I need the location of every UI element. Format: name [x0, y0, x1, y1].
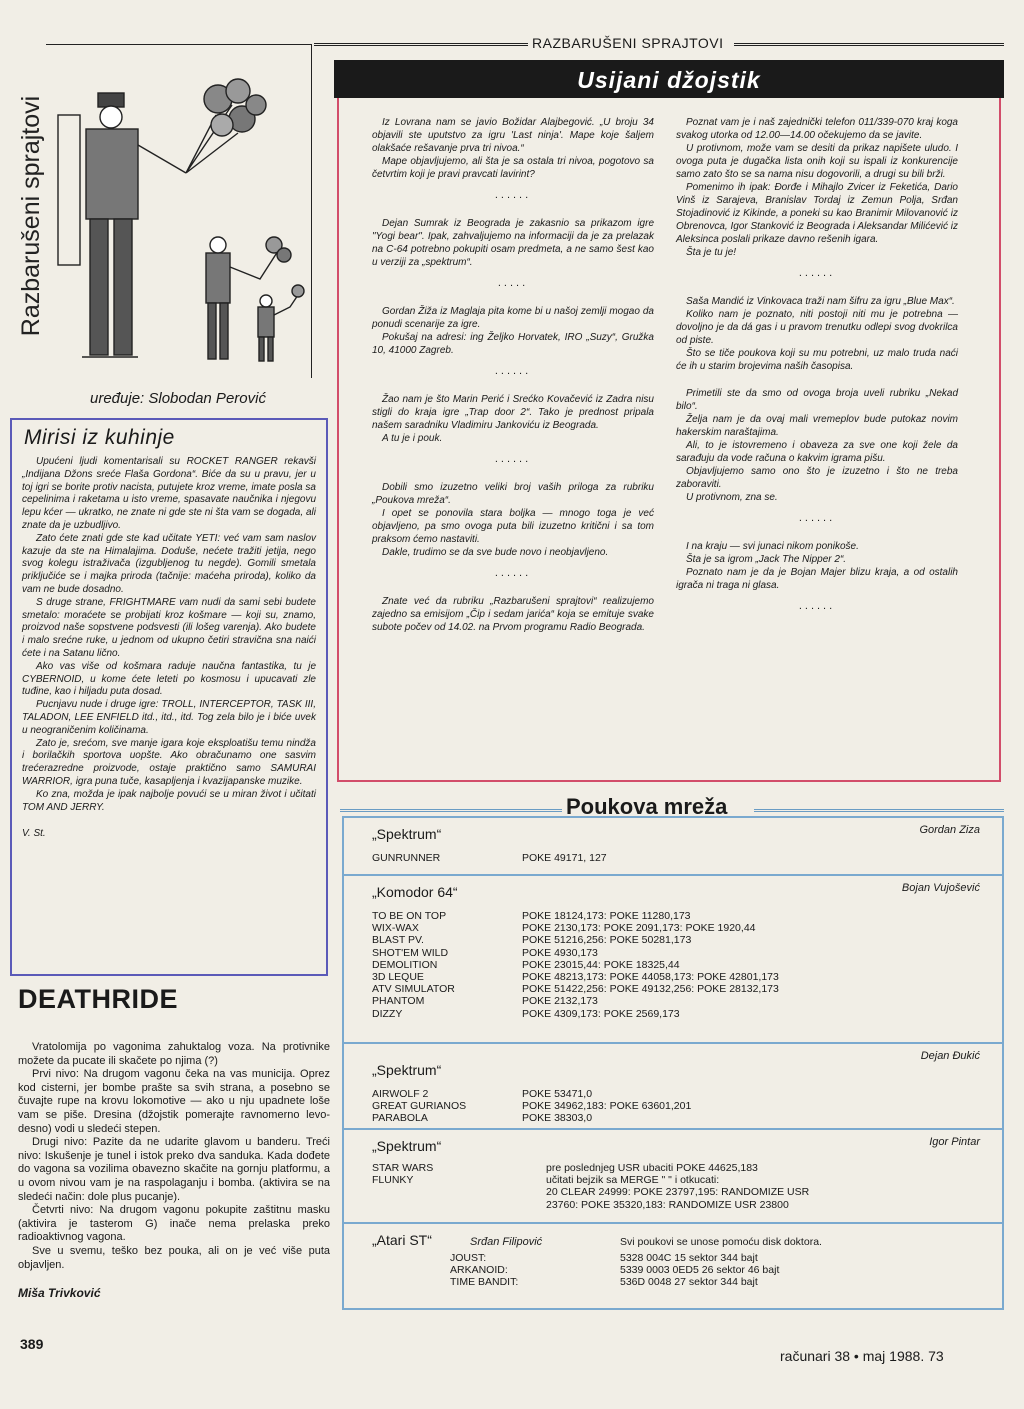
paragraph: Zato je, srećom, sve manje igara koje eksploatišu temu nindža i borilačkih sportova uopšte. Ako obračunamo one sasvim trećerazredne proizvode, ostaje praktično samo SAMURAI WARRIOR, igra puna tuče, kasapljenja i kvazijapanske muzike.	[22, 737, 316, 787]
letter-paragraph: Dakle, trudimo se da sve bude novo i neobjavljeno.	[382, 547, 609, 558]
letter-paragraph: Iz Lovrana nam se javio Božidar Alajbegović. „U broju 34 objavili ste uputstvo za igru 'Last ninja'. Mape koje šaljem olakšaće rešavanje prva tri nivoa.“	[372, 117, 654, 154]
system-name: „Spektrum“	[372, 1062, 442, 1078]
section-header-label: RAZBARUŠENI SPRAJTOVI	[528, 35, 728, 51]
system-name: „Spektrum“	[372, 826, 442, 842]
poukova-table	[342, 816, 1004, 1310]
game-name: 3D LEQUE	[372, 971, 424, 983]
game-name: GUNRUNNER	[372, 852, 441, 864]
article-title: Mirisi iz kuhinje	[24, 426, 175, 449]
letter-paragraph: Saša Mandić iz Vinkovaca traži nam šifru za igru „Blue Max“.	[686, 296, 955, 307]
paragraph: Ko zna, možda je ipak najbolje povući se u miran život i učitati TOM AND JERRY.	[22, 788, 316, 813]
letter-paragraph: Što se tiče poukova koji su mu potrebni, uz malo truda naći će ih u starim brojevima naših časopisa.	[676, 348, 958, 372]
letter-paragraph: Znate već da rubriku „Razbarušeni sprajtovi“ realizujemo zajedno sa emisijom „Čip i sedam jarića“ koja se emituje svake subote počev od 14.02. na Prvom programu Radio Beograda.	[372, 596, 654, 633]
letter-paragraph: U protivnom, zna se.	[686, 492, 778, 503]
poke-section	[344, 1044, 1002, 1130]
poke-code: 5339 0003 0ED5 26 sektor 46 bajt	[620, 1264, 780, 1277]
poke-code: 20 CLEAR 24999: POKE 23797,195: RANDOMIZE USR	[546, 1186, 810, 1199]
game-name: PHANTOM	[372, 995, 425, 1008]
game-name: STAR WARS	[372, 1162, 434, 1174]
letter-paragraph: Šta je sa igrom „Jack The Nipper 2“.	[686, 554, 847, 565]
poke-code: pre poslednjeg USR ubaciti POKE 44625,183	[546, 1162, 758, 1174]
contributor-name: Srđan Filipović	[470, 1236, 543, 1248]
poke-code: POKE 23015,44: POKE 18325,44	[522, 958, 680, 971]
poke-code: učitati bejzik sa MERGE " " i otkucati:	[546, 1174, 720, 1187]
page-footer: računari 38 • maj 1988. 73	[780, 1348, 944, 1364]
article-title: DEATHRIDE	[18, 984, 179, 1014]
poukova-title: Poukova mreža	[562, 794, 731, 820]
letter-paragraph: Gordan Žiža iz Maglaja pita kome bi u našoj zemlji mogao da ponudi scenarije za igre.	[372, 306, 654, 330]
contributor-name: Bojan Vujošević	[901, 882, 980, 894]
poke-code: POKE 2132,173	[522, 995, 598, 1008]
paragraph: Četvrti nivo: Na drugom vagonu pokupite zaštitnu masku (aktivira je tasterom G) inače nema prelaska preko radioaktivnog vagona.	[18, 1204, 330, 1244]
poke-code: POKE 2130,173: POKE 2091,173: POKE 1920,44	[522, 922, 756, 935]
section-header	[314, 34, 1004, 56]
letter-paragraph: Koliko nam je poznato, niti postoji niti mu je potrebna — dovoljno je da dá gas i u pravom trenutku odlepi svog dvokrilca od piste.	[676, 309, 958, 346]
poke-section	[344, 1130, 1002, 1224]
poke-code: POKE 18124,173: POKE 11280,173	[522, 910, 691, 922]
separator-dots: ......	[494, 365, 532, 377]
vertical-section-title: Razbarušeni sprajtovi	[17, 95, 45, 337]
game-name: TO BE ON TOP	[372, 910, 447, 922]
poke-code: 23760: POKE 35320,183: RANDOMIZE USR 23800	[546, 1198, 789, 1211]
poke-code: POKE 49171, 127	[522, 852, 607, 864]
separator-dots: .....	[497, 277, 529, 289]
illustration-balloon-man	[46, 44, 312, 378]
paragraph: S druge strane, FRIGHTMARE vam nudi da sami sebi budete smetalo: moraćete se probijati kroz košmare — koji su, znamo, proizvod naše sopstvene podsvesti (ili lošeg varenja). Ako budete i malo srećne ruke, u jednom od ukupno četiri stravična sna naići ćete i na Satanu lično.	[22, 596, 316, 659]
article-signature: V. St.	[22, 828, 46, 840]
clown-balloons-illustration	[46, 45, 310, 377]
letter-paragraph: Pokušaj na adresi: ing Željko Horvatek, IRO „Suzy“, Gružka 10, 41000 Zagreb.	[372, 332, 654, 356]
paragraph: Ako vas više od košmara raduje naučna fantastika, tu je CYBERNOID, u kome ćete leteti po kosmosu i upucavati zle tuđine, kao i hiljadu puta dosad.	[22, 660, 316, 698]
contributor-name: Gordan Ziza	[919, 824, 980, 836]
game-name: GREAT GURIANOS	[372, 1100, 467, 1113]
game-name: ATV SIMULATOR	[372, 983, 455, 996]
letter-paragraph: Ali, to je istovremeno i obaveza za sve one koji žele da sarađuju da vode računa o kakvim igrama pišu.	[676, 440, 958, 464]
poke-code: 5328 004C 15 sektor 344 bajt	[620, 1252, 758, 1264]
paragraph: Zato ćete znati gde ste kad učitate YETI: već vam sam naslov kazuje da ste na Himalajima. Doduše, nećete tražiti jetija, nego svog kolegu istraživača (izgubljenog tu negde). Gomili smetala priključiće se i majka priroda (tačnije: maćeha priroda), koliko da vam ne bude dosadno.	[22, 532, 316, 595]
letter-paragraph: Primetili ste da smo od ovoga broja uveli rubriku „Nekad bilo“.	[676, 388, 958, 412]
article-mirisi-iz-kuhinje	[10, 418, 328, 976]
letter-paragraph: Šta je tu je!	[686, 247, 737, 258]
page-number: 389	[20, 1336, 44, 1352]
separator-dots: ......	[494, 453, 532, 465]
game-name: ARKANOID:	[450, 1264, 508, 1277]
separator-dots: ......	[798, 512, 836, 524]
paragraph: Prvi nivo: Na drugom vagonu čeka na vas municija. Oprez kod cisterni, jer bombe prašte sa svih strana, a posebno se čuvajte rupe na krovu lokomotive — ako u nju upadnete loše vam se piše. Dresina (džojstik pomerajte ravnomerno levo-desno) vodi u sledeći stepen.	[18, 1068, 330, 1135]
poke-section	[344, 818, 1002, 876]
system-name: „Komodor 64“	[372, 884, 458, 900]
letter-paragraph: Poznato nam je da je Bojan Majer blizu kraja, a od ostalih igrača ni traga ni glasa.	[676, 567, 958, 591]
poke-section	[344, 876, 1002, 1044]
game-name: FLUNKY	[372, 1174, 414, 1187]
separator-dots: ......	[494, 567, 532, 579]
game-name: TIME BANDIT:	[450, 1276, 519, 1289]
letter-paragraph: U protivnom, može vam se desiti da prikaz napišete uludo. I ovoga puta je dugačka lista onih koji su ispali iz konkurencije samo zato što se sa nama nisu dogovorili, a drugi su bili brži.	[676, 143, 958, 180]
letter-paragraph: A tu je i pouk.	[382, 433, 443, 444]
game-name: WIX-WAX	[372, 922, 419, 935]
letters-column-right	[676, 116, 958, 628]
system-name: „Atari ST“	[372, 1232, 432, 1248]
article-body	[22, 456, 316, 814]
contributor-name: Dejan Đukić	[920, 1050, 980, 1062]
letter-paragraph: Dobili smo izuzetno veliki broj vaših priloga za rubriku „Poukova mreža“.	[372, 482, 654, 506]
letter-paragraph: I na kraju — svi junaci nikom ponikoše.	[686, 541, 859, 552]
paragraph: Sve u svemu, teško bez pouka, ali on je već više puta objavljen.	[18, 1244, 330, 1271]
poke-code: POKE 4930,173	[522, 946, 598, 959]
article-author: Miša Trivković	[18, 1286, 101, 1301]
article-deathride	[18, 984, 330, 1300]
letter-paragraph: Dejan Sumrak iz Beograda je zakasnio sa prikazom igre "Yogi bear". Ipak, zahvaljujemo na informaciji da je za prelazak na C-64 potrebno pokupiti osam predmeta, a ne samo šest kao u verziji za „spektrum“.	[372, 218, 654, 268]
letter-paragraph: Želja nam je da ovaj mali vremeplov bude putokaz novim hakerskim naraštajima.	[676, 414, 958, 438]
paragraph: Upućeni ljudi komentarisali su ROCKET RANGER rekavši „Indijana Džons sreće Flaša Gordona“. Biće da su u pravu, jer u toj igri se borite protiv nacista, putujete kroz vreme, imate posla sa cepelinima i raketama u isto vreme, spasavate naučnika i njegovu lepu kćer — ukratko, ne znate ni gde ste ni šta vam se dogada, ali znate da je uzbudljivo.	[22, 456, 316, 531]
letter-paragraph: Pomenimo ih ipak: Đorđe i Mihajlo Zvicer iz Feketića, Dario Vinš iz Sarajeva, Branislav Tordaj iz Zemun Polja, Srđan Stojadinović iz Kikinde, a poneki su kao Branimir Milovanović iz Obrenovca, Igor Stanković iz Beograda i Aleksandar Milićević iz Aleksinca poslali prikaze davno rešenih igara.	[676, 182, 958, 245]
letter-paragraph: Žao nam je što Marin Perić i Srećko Kovačević iz Zadra nisu stigli do kraja igre „Trap door 2“. Tako je prednost pripala našem saradniku Vladimiru Jankoviću iz Beograda.	[372, 394, 654, 431]
letters-column-left	[372, 116, 654, 648]
poke-code: POKE 48213,173: POKE 44058,173: POKE 42801,173	[522, 971, 779, 983]
paragraph: Pucnjavu nude i druge igre: TROLL, INTERCEPTOR, TASK III, TALADON, LEE ENFIELD itd., itd., itd. Tog zela bilo je i biće uvek u neograničenim količinama.	[22, 699, 316, 736]
poke-code: POKE 53471,0	[522, 1088, 593, 1100]
poke-code: 536D 0048 27 sektor 344 bajt	[620, 1276, 758, 1289]
letter-paragraph: Poznat vam je i naš zajednički telefon 011/339-070 kraj koga svakog utorka od 12.00—14.00 očekujemo da se javite.	[676, 117, 958, 141]
separator-dots: ......	[798, 267, 836, 279]
game-name: DEMOLITION	[372, 958, 438, 971]
poke-code: POKE 4309,173: POKE 2569,173	[522, 1007, 680, 1020]
game-name: DIZZY	[372, 1007, 403, 1020]
paragraph: Vratolomija po vagonima zahuktalog voza. Na protivnike možete da pucate ili skačete po njima (?)	[18, 1041, 330, 1067]
game-name: AIRWOLF 2	[372, 1088, 429, 1100]
letter-paragraph: Objavljujemo samo ono što je izuzetno i što ne treba zaboraviti.	[676, 466, 958, 490]
game-name: SHOT'EM WILD	[372, 946, 449, 959]
system-name: „Spektrum“	[372, 1138, 442, 1154]
game-name: PARABOLA	[372, 1112, 428, 1125]
poke-code: POKE 34962,183: POKE 63601,201	[522, 1100, 692, 1113]
letter-paragraph: Mape objavljujemo, ali šta je sa ostala tri nivoa, pogotovo sa četvrtim koji je pravi pravcati lavirint?	[372, 156, 654, 180]
poke-code: POKE 51216,256: POKE 50281,173	[522, 934, 692, 947]
game-name: JOUST:	[450, 1252, 487, 1264]
separator-dots: ......	[798, 600, 836, 612]
game-name: BLAST PV.	[372, 934, 424, 947]
poke-code: POKE 38303,0	[522, 1112, 593, 1125]
section-note: Svi poukovi se unose pomoću disk doktora.	[620, 1236, 822, 1248]
letter-paragraph: I opet se ponovila stara boljka — mnogo toga je već objavljeno, pa smo ovoga puta bili izuzetno kritični i sa tom praksom ćemo nastaviti.	[372, 508, 654, 545]
contributor-name: Igor Pintar	[929, 1136, 980, 1148]
poke-section	[344, 1224, 1002, 1310]
separator-dots: ......	[494, 189, 532, 201]
paragraph: Drugi nivo: Pazite da ne udarite glavom u banderu. Treći nivo: Iskušenje je tunel i istok preko dva sanduka. Kada dođete do vagona sa vozilima obavezno skačite na gornju platformu, a u ovom nivou vam je na raspolaganju i bomba. (aktivira se na sledeći način: dole plus pucanje).	[18, 1136, 330, 1203]
editor-credit: uređuje: Slobodan Perović	[90, 390, 266, 407]
poke-code: POKE 51422,256: POKE 49132,256: POKE 28132,173	[522, 983, 779, 996]
article-title-bar: Usijani džojstik	[334, 60, 1004, 98]
